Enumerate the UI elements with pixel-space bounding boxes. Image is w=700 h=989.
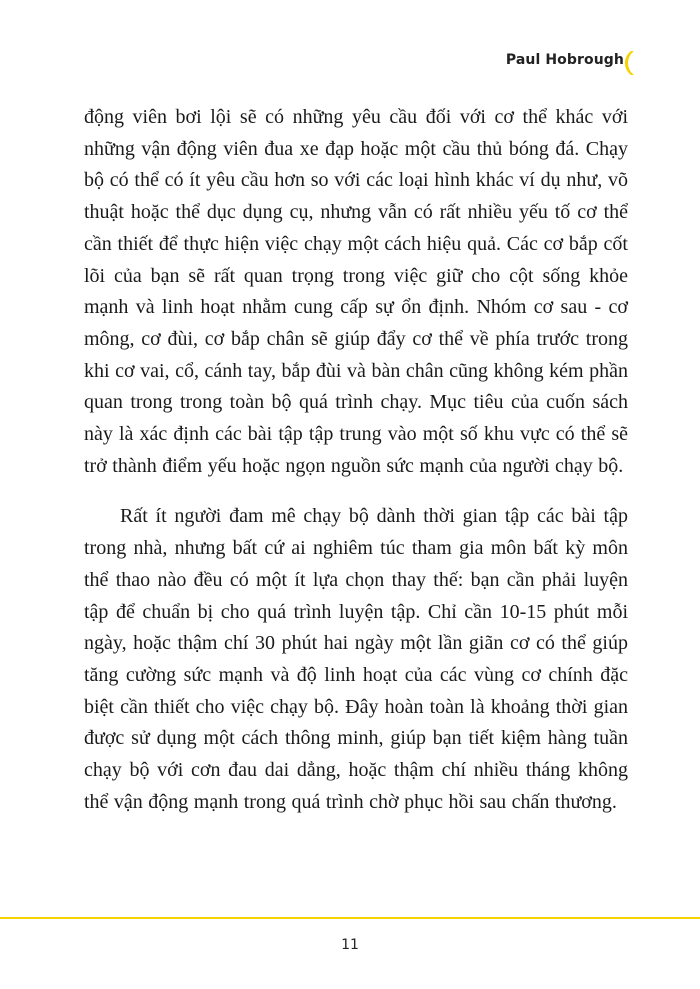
page-number: 11	[341, 937, 359, 953]
paragraph-1: động viên bơi lội sẽ có những yêu cầu đối với cơ thể khác với những vận động viên đua xe đạp hoặc một cầu thủ bóng đá. Chạy bộ có thể có ít yêu cầu hơn so với các loại hình khác ví dụ như, võ thuật hoặc thể dục dụng cụ, nhưng vẫn có rất nhiều yếu tố cơ thể cần thiết để thực hiện việc chạy một cách hiệu quả. Các cơ bắp cốt lõi của bạn sẽ rất quan trọng trong việc giữ cho cột sống khỏe mạnh và linh hoạt nhằm cung cấp sự ổn định. Nhóm cơ sau - cơ mông, cơ đùi, cơ bắp chân sẽ giúp đẩy cơ thể về phía trước trong khi cơ vai, cổ, cánh tay, bắp đùi và bàn chân cũng không kém phần quan trong trong toàn bộ quá trình chạy. Mục tiêu của cuốn sách này là xác định các bài tập tập trung vào một số khu vực có thể sẽ trở thành điểm yếu hoặc ngọn nguồn sức mạnh của người chạy bộ.	[84, 106, 628, 477]
header-author: Paul Hobrough	[505, 52, 624, 68]
bracket-icon	[624, 50, 636, 76]
footer-divider	[0, 917, 700, 919]
paragraph-2: Rất ít người đam mê chạy bộ dành thời gian tập các bài tập trong nhà, nhưng bất cứ ai nghiêm túc tham gia môn bất kỳ môn thể thao nào đều có một ít lựa chọn thay thế: bạn cần phải luyện tập để chuẩn bị cho quá trình luyện tập. Chỉ cần 10-15 phút mỗi ngày, hoặc thậm chí 30 phút hai ngày một lần giãn cơ có thể giúp tăng cường sức mạnh và độ linh hoạt của các vùng cơ chính đặc biệt cần thiết cho việc chạy bộ. Đây hoàn toàn là khoảng thời gian được sử dụng một cách thông minh, giúp bạn tiết kiệm hàng tuần chạy bộ với cơn đau dai dẳng, hoặc thậm chí nhiều tháng không thể vận động mạnh trong quá trình chờ phục hồi sau chấn thương.	[84, 505, 628, 813]
running-header	[506, 52, 624, 68]
page-body	[84, 102, 628, 818]
